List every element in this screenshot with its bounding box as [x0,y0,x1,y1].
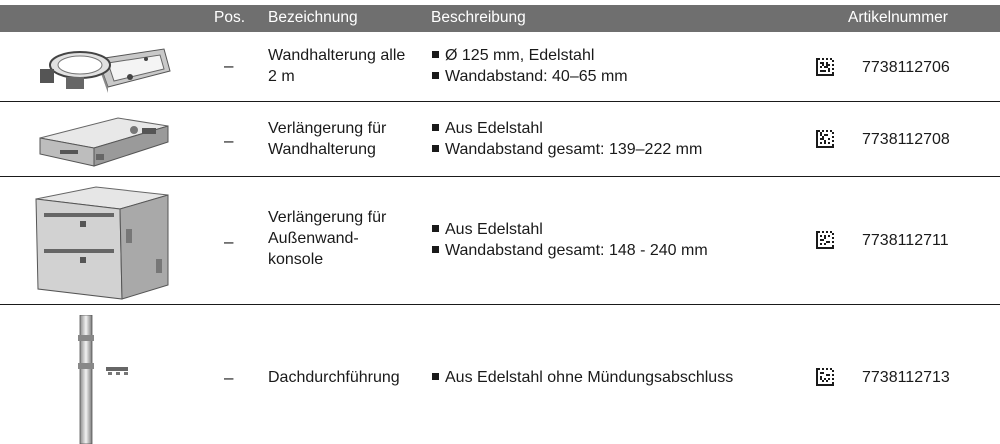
bullet-icon [432,246,439,253]
article-number: 7738112713 [862,369,950,386]
bullet-icon [432,51,439,58]
bullet-icon [432,124,439,131]
datamatrix-code-icon [816,231,834,249]
bracket-extension-image [34,112,172,168]
row-pos: – [224,131,234,150]
bullet-icon [432,225,439,232]
header-bezeichnung: Bezeichnung [268,9,358,26]
console-extension-image [34,185,174,301]
datamatrix-code-icon [816,368,834,386]
table-row [0,177,1000,305]
row-pos: – [224,232,234,251]
header-artikelnummer: Artikelnummer [848,9,948,26]
table-row [0,102,1000,177]
header-beschreibung: Beschreibung [431,9,526,26]
row-name: Verlängerung für Außenwand- konsole [268,209,387,268]
article-number: 7738112711 [862,232,949,249]
article-number: 7738112706 [862,59,950,76]
header-pos: Pos. [214,9,246,26]
datamatrix-code-icon [816,130,834,148]
roof-pipe-image [70,315,140,444]
row-description: Ø 125 mm, Edelstahl Wandabstand: 40–65 mm [432,45,628,87]
bullet-icon [432,72,439,79]
bullet-icon [432,373,439,380]
row-pos: – [224,56,234,75]
row-description: Aus Edelstahl Wandabstand gesamt: 139–222 mm [432,118,702,160]
bullet-icon [432,145,439,152]
table-header [0,5,1000,32]
row-name: Wandhalterung alle 2 m [268,47,406,85]
row-description: Aus Edelstahl ohne Mündungsabschluss [432,367,733,388]
row-name: Verlängerung für Wandhalterung [268,120,387,158]
row-pos: – [224,368,234,387]
table-row [0,305,1000,444]
table-row [0,33,1000,102]
datamatrix-code-icon [816,58,834,76]
article-number: 7738112708 [862,131,950,148]
row-name: Dachdurchführung [268,369,400,386]
row-description: Aus Edelstahl Wandabstand gesamt: 148 - 240 mm [432,219,708,261]
wall-bracket-image [36,41,172,99]
